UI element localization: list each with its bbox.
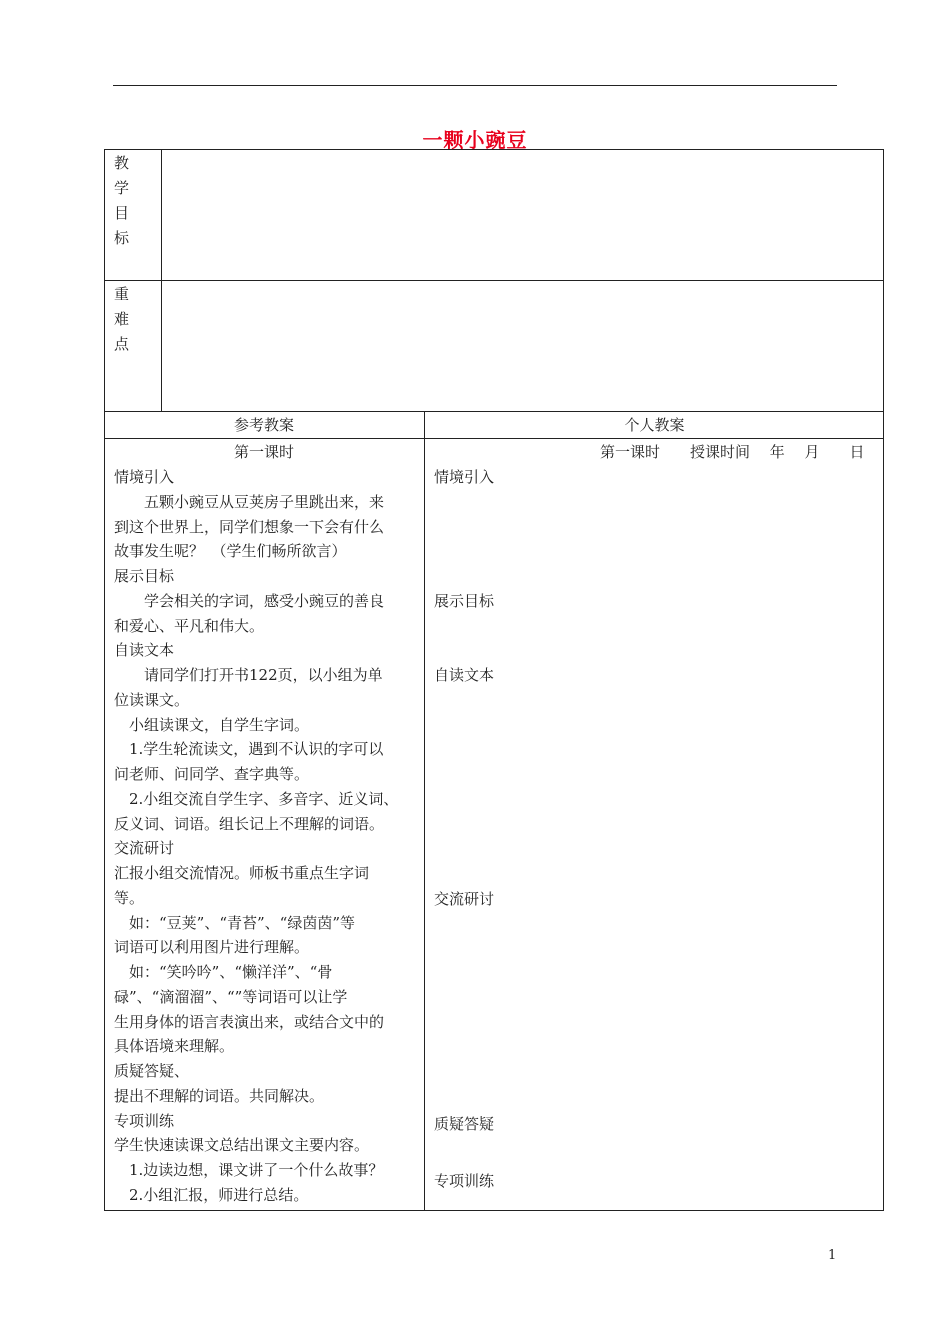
reference-plan-line: 问老师、问同学、查字典等。 [114,765,310,783]
right-section-label: 情境引入 [434,468,495,486]
reference-plan-line: 故事发生呢？ （学生们畅所欲言） [114,542,347,561]
reference-plan-line: 专项训练 [114,1111,175,1130]
reference-plan-line: 和爱心、平凡和伟大。 [114,616,265,635]
reference-plan-line: 提出不理解的词语。共同解决。 [114,1086,325,1105]
plan-column-divider [424,411,425,1211]
personal-plan-header: 个人教案 [624,416,685,434]
reference-plan-line: 如：“笑吟吟”、“懒洋洋”、“骨 [114,963,333,981]
reference-plan-line: 等。 [114,888,145,907]
reference-plan-line: 反义词、词语。组长记上不理解的词语。 [114,814,385,833]
reference-plan-line: 词语可以利用图片进行理解。 [114,938,310,957]
right-section-label: 质疑答疑 [434,1115,495,1133]
reference-plan-line: 交流研讨 [114,839,175,858]
right-section-label: 专项训练 [434,1172,495,1190]
row-divider [104,438,884,439]
reference-plan-line: 汇报小组交流情况。师板书重点生字词 [114,864,370,882]
difficulty-label: 重 难 点 [114,285,130,353]
reference-plan-line: 生用身体的语言表演出来，或结合文中的 [114,1012,385,1031]
page-number: 1 [828,1248,837,1263]
reference-plan-line: 质疑答疑、 [114,1062,190,1080]
reference-plan-line: 学生快速读课文总结出课文主要内容。 [114,1136,370,1155]
reference-plan-header: 参考教案 [233,416,294,434]
reference-plan-line: 位读课文。 [114,690,190,709]
difficulty-content[interactable] [163,282,882,410]
reference-plan-line: 请同学们打开书122页，以小组为单 [114,666,383,684]
page-title: 一颗小豌豆 [422,128,528,152]
reference-plan-line: 情境引入 [114,468,175,486]
label-column-divider [161,149,162,411]
reference-plan-line: 展示目标 [114,567,175,585]
reference-plan-line: 五颗小豌豆从豆荚房子里跳出来，来 [114,492,385,511]
right-section-label: 自读文本 [434,666,495,684]
reference-plan-line: 到这个世界上，同学们想象一下会有什么 [114,517,385,536]
goals-content[interactable] [163,151,882,279]
row-divider [104,411,884,412]
header-rule [113,85,837,86]
reference-plan-line: 2.小组交流自学生字、多音字、近义词、 [114,789,399,808]
reference-plan-line: 1.边读边想，课文讲了一个什么故事？ [114,1161,384,1179]
reference-plan-line: 碌”、“滴溜溜”、“”等词语可以让学 [114,987,348,1006]
right-period-header: 第一课时 授课时间 年 月 日 [600,443,865,461]
goals-label: 教 学 目 标 [114,154,130,247]
left-period-title: 第一课时 [233,443,294,461]
right-section-label: 展示目标 [434,592,495,610]
reference-plan-line: 2.小组汇报，师进行总结。 [114,1185,309,1204]
reference-plan-line: 具体语境来理解。 [114,1037,235,1056]
reference-plan-line: 自读文本 [114,641,175,660]
reference-plan-line: 小组读课文，自学生字词。 [114,715,310,734]
reference-plan-line: 如：“豆荚”、“青苔”、“绿茵茵”等 [114,913,356,932]
row-divider [104,280,884,281]
reference-plan-line: 1.学生轮流读文，遇到不认识的字可以 [114,740,384,759]
reference-plan-line: 学会相关的字词，感受小豌豆的善良 [114,591,385,610]
right-section-label: 交流研讨 [434,890,495,908]
